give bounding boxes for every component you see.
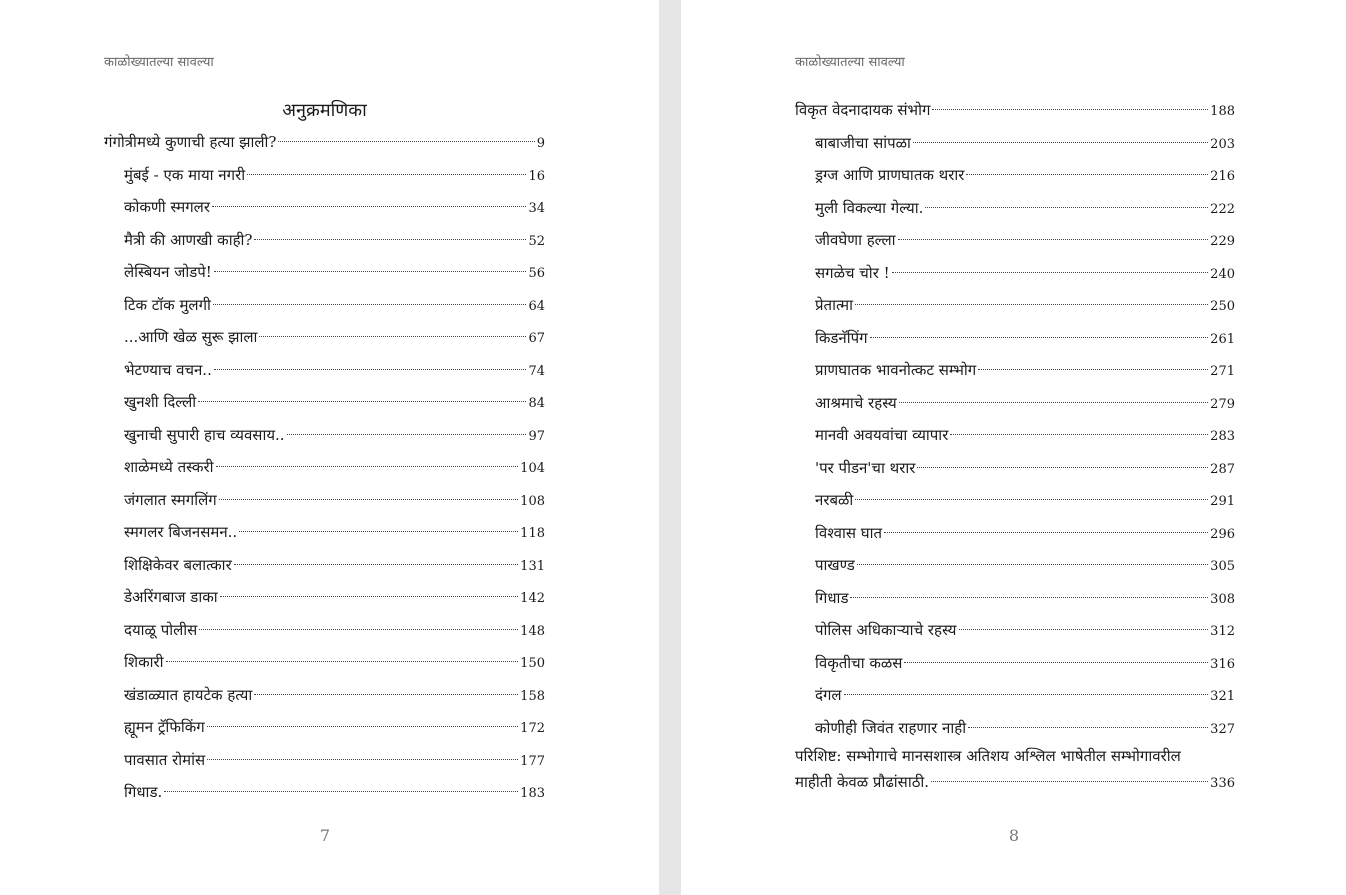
toc-entry-title: शिकारी xyxy=(124,653,164,671)
toc-entry-title: स्मगलर बिजनसमन.. xyxy=(124,523,238,541)
right-page xyxy=(681,0,1346,895)
appendix-title-line1: परिशिष्ट: सम्भोगाचे मानसशास्त्र अतिशय अश्लिल भाषेतील सम्भोगावरील xyxy=(795,747,1181,765)
toc-page-number: 287 xyxy=(1210,461,1235,477)
toc-entry-title: लेस्बियन जोडपे! xyxy=(124,263,212,281)
toc-leader-dots xyxy=(259,336,526,337)
toc-entry-title: खुनशी दिल्ली xyxy=(124,393,197,411)
toc-page-number: 108 xyxy=(520,493,545,509)
toc-entry[interactable] xyxy=(104,614,545,647)
toc-page-number: 240 xyxy=(1210,266,1235,282)
toc-entry[interactable] xyxy=(795,387,1235,420)
toc-leader-dots xyxy=(214,369,527,370)
toc-leader-dots xyxy=(254,239,526,240)
toc-entry-title: मुली विकल्या गेल्या. xyxy=(815,198,924,217)
toc-leader-dots xyxy=(932,109,1208,110)
toc-entry-title: नरबळी xyxy=(815,491,854,509)
toc-entry-title: पाखण्ड xyxy=(815,556,855,574)
toc-leader-dots xyxy=(164,791,518,792)
toc-leader-dots xyxy=(213,304,527,305)
toc-page-number: 104 xyxy=(520,461,545,476)
toc-entry-title: कोकणी स्मगलर xyxy=(124,198,210,216)
toc-entry[interactable] xyxy=(104,679,545,712)
page-number: 8 xyxy=(1008,826,1020,845)
toc-entry[interactable] xyxy=(795,517,1235,550)
toc-list-left xyxy=(104,126,545,809)
toc-page-number: 150 xyxy=(520,656,545,671)
toc-entry-title: गिधाड. xyxy=(124,783,163,801)
toc-entry-appendix[interactable] xyxy=(795,743,1235,797)
toc-page-number: 97 xyxy=(528,428,545,444)
toc-entry-title: आश्रमाचे रहस्य xyxy=(815,393,897,412)
toc-page-number: 74 xyxy=(528,363,545,379)
toc-entry-title: कोणीही जिवंत राहणार नाही xyxy=(815,718,967,737)
toc-entry[interactable] xyxy=(795,582,1235,615)
toc-entry-title: पावसात रोमांस xyxy=(124,750,206,769)
toc-leader-dots xyxy=(931,781,1208,782)
toc-page-number: 321 xyxy=(1210,689,1235,704)
toc-leader-dots xyxy=(917,467,1208,468)
toc-leader-dots xyxy=(166,661,519,662)
page-number: 7 xyxy=(319,826,331,845)
toc-page-number: 64 xyxy=(528,298,545,314)
toc-leader-dots xyxy=(247,174,526,175)
toc-entry-title: दंगल xyxy=(815,686,842,704)
toc-entry[interactable] xyxy=(104,484,545,517)
toc-leader-dots xyxy=(855,499,1208,500)
toc-leader-dots xyxy=(959,629,1209,630)
toc-entry[interactable] xyxy=(795,159,1235,192)
toc-page-number: 183 xyxy=(520,786,545,801)
toc-leader-dots xyxy=(239,531,518,532)
running-header: काळोख्यातल्या सावल्या xyxy=(104,55,214,70)
toc-leader-dots xyxy=(966,174,1208,175)
toc-page-number: 279 xyxy=(1210,396,1235,412)
toc-leader-dots xyxy=(212,206,526,207)
toc-entry[interactable] xyxy=(104,711,545,744)
toc-page-number: 67 xyxy=(528,331,545,346)
toc-page-number: 148 xyxy=(520,623,545,639)
toc-page-number: 158 xyxy=(520,688,545,704)
toc-entry[interactable] xyxy=(104,744,545,777)
toc-leader-dots xyxy=(978,369,1208,370)
toc-page-number: 229 xyxy=(1210,234,1235,249)
appendix-title-line2: माहीती केवळ प्रौढांसाठी. xyxy=(795,773,930,791)
toc-entry[interactable] xyxy=(795,419,1235,452)
toc-entry-title: किडनॅपिंग xyxy=(815,328,868,347)
toc-leader-dots xyxy=(254,694,518,695)
toc-page-number: 203 xyxy=(1210,136,1235,152)
toc-heading: अनुक्रमणिका xyxy=(282,100,367,121)
toc-page-number: 56 xyxy=(528,266,545,281)
toc-entry[interactable] xyxy=(795,289,1235,322)
toc-entry-title: 'पर पीडन'चा थरार xyxy=(815,458,916,477)
toc-entry-title: जीवघेणा हल्ला xyxy=(815,231,896,249)
toc-entry[interactable] xyxy=(104,581,545,614)
toc-entry-title: विकृतीचा कळस xyxy=(815,653,903,672)
toc-entry-title: मुंबई - एक माया नगरी xyxy=(124,165,246,184)
toc-page-number: 216 xyxy=(1210,169,1235,184)
toc-page-number: 9 xyxy=(536,136,545,151)
toc-entry-title: गिधाड xyxy=(815,588,849,607)
toc-entry[interactable] xyxy=(104,646,545,679)
toc-page-number: 312 xyxy=(1210,624,1235,639)
toc-entry[interactable] xyxy=(104,224,545,257)
toc-page-number: 327 xyxy=(1210,721,1235,737)
toc-entry[interactable] xyxy=(795,94,1235,127)
toc-leader-dots xyxy=(898,239,1209,240)
toc-entry-title: मैत्री की आणखी काही? xyxy=(124,230,253,249)
toc-page-number: 283 xyxy=(1210,429,1235,444)
toc-page-number: 271 xyxy=(1210,364,1235,379)
toc-page-number: 131 xyxy=(520,558,545,574)
toc-entry[interactable] xyxy=(795,614,1235,647)
toc-leader-dots xyxy=(870,337,1209,338)
toc-leader-dots xyxy=(968,727,1208,728)
toc-leader-dots xyxy=(884,532,1208,533)
toc-entry-title: दयाळू पोलीस xyxy=(124,620,198,639)
page-gutter xyxy=(659,0,681,895)
toc-entry[interactable] xyxy=(104,419,545,452)
toc-entry[interactable] xyxy=(795,354,1235,387)
toc-page-number: 222 xyxy=(1210,201,1235,217)
toc-entry[interactable] xyxy=(104,549,545,582)
toc-entry-title: टिक टॉक मुलगी xyxy=(124,295,211,314)
toc-leader-dots xyxy=(216,466,519,467)
toc-leader-dots xyxy=(199,629,518,630)
toc-leader-dots xyxy=(913,142,1208,143)
toc-entry-title: भेटण्याच वचन.. xyxy=(124,360,212,379)
toc-entry-title: ड्रग्ज आणि प्राणघातक थरार xyxy=(815,166,965,184)
toc-entry-title: शिक्षिकेवर बलात्कार xyxy=(124,555,232,574)
toc-entry[interactable] xyxy=(795,712,1235,745)
toc-entry[interactable] xyxy=(104,386,545,419)
toc-entry[interactable] xyxy=(795,549,1235,582)
running-header: काळोख्यातल्या सावल्या xyxy=(795,55,905,70)
toc-entry-title: ...आणि खेळ सुरू झाला xyxy=(124,328,258,346)
toc-entry-title: शाळेमध्ये तस्करी xyxy=(124,458,214,476)
toc-entry-title: खंडाळ्यात हायटेक हत्या xyxy=(124,685,253,704)
toc-leader-dots xyxy=(219,499,518,500)
toc-entry-title: ह्यूमन ट्रॅफिकिंग xyxy=(124,718,205,736)
toc-page-number: 118 xyxy=(520,526,545,541)
toc-entry[interactable] xyxy=(104,126,545,159)
toc-page-number: 34 xyxy=(528,201,545,216)
toc-page-number: 261 xyxy=(1210,331,1235,347)
toc-page-number: 305 xyxy=(1210,559,1235,574)
toc-leader-dots xyxy=(220,596,519,597)
toc-leader-dots xyxy=(287,434,527,435)
toc-entry[interactable] xyxy=(104,354,545,387)
left-page xyxy=(0,0,659,895)
toc-entry[interactable] xyxy=(795,452,1235,485)
toc-entry[interactable] xyxy=(104,289,545,322)
toc-page-number: 296 xyxy=(1210,526,1235,542)
toc-entry-title: विश्वास घात xyxy=(815,523,883,542)
toc-leader-dots xyxy=(850,597,1208,598)
toc-entry[interactable] xyxy=(104,776,545,809)
toc-entry[interactable] xyxy=(795,647,1235,680)
toc-leader-dots xyxy=(857,564,1208,565)
toc-entry-title: खुनाची सुपारी हाच व्यवसाय.. xyxy=(124,425,285,444)
toc-page-number: 188 xyxy=(1210,104,1235,119)
toc-page-number: 172 xyxy=(520,721,545,736)
toc-leader-dots xyxy=(844,694,1209,695)
toc-page-number: 308 xyxy=(1210,591,1235,607)
toc-entry-title: सगळेच चोर ! xyxy=(815,263,890,282)
toc-leader-dots xyxy=(278,141,534,142)
toc-leader-dots xyxy=(234,564,518,565)
toc-leader-dots xyxy=(904,662,1208,663)
toc-leader-dots xyxy=(207,726,518,727)
toc-entry[interactable] xyxy=(795,484,1235,517)
toc-entry-title: पोलिस अधिकाऱ्याचे रहस्य xyxy=(815,621,957,639)
toc-leader-dots xyxy=(950,434,1208,435)
toc-page-number: 84 xyxy=(528,396,545,411)
toc-entry[interactable] xyxy=(104,451,545,484)
toc-entry-title: गंगोत्रीमध्ये कुणाची हत्या झाली? xyxy=(104,133,277,151)
toc-page-number: 316 xyxy=(1210,656,1235,672)
toc-entry[interactable] xyxy=(795,192,1235,225)
toc-entry[interactable] xyxy=(104,516,545,549)
toc-entry[interactable] xyxy=(104,321,545,354)
toc-entry-title: डेअरिंगबाज डाका xyxy=(124,588,218,606)
toc-list-right xyxy=(795,94,1235,744)
toc-entry-title: प्रेतात्मा xyxy=(815,296,854,314)
toc-page-number: 250 xyxy=(1210,299,1235,314)
toc-leader-dots xyxy=(892,272,1209,273)
toc-page-number: 52 xyxy=(528,233,545,249)
toc-page-number: 291 xyxy=(1210,494,1235,509)
toc-entry[interactable] xyxy=(104,191,545,224)
toc-entry-title: जंगलात स्मगलिंग xyxy=(124,490,217,509)
toc-entry[interactable] xyxy=(795,322,1235,355)
toc-leader-dots xyxy=(207,759,518,760)
toc-entry[interactable] xyxy=(795,127,1235,160)
toc-entry[interactable] xyxy=(795,224,1235,257)
toc-leader-dots xyxy=(214,271,527,272)
toc-entry-title: मानवी अवयवांचा व्यापार xyxy=(815,426,949,444)
toc-page-number: 16 xyxy=(528,168,545,184)
toc-page-number: 142 xyxy=(520,591,545,606)
toc-leader-dots xyxy=(899,402,1208,403)
toc-entry[interactable] xyxy=(795,257,1235,290)
toc-entry[interactable] xyxy=(795,679,1235,712)
toc-entry-title: बाबाजीचा सांपळा xyxy=(815,133,911,152)
toc-leader-dots xyxy=(925,207,1208,208)
toc-entry-title: प्राणघातक भावनोत्कट सम्भोग xyxy=(815,361,977,379)
toc-entry[interactable] xyxy=(104,159,545,192)
toc-leader-dots xyxy=(198,401,526,402)
toc-page-number: 177 xyxy=(520,753,545,769)
toc-entry[interactable] xyxy=(104,256,545,289)
toc-page-number: 336 xyxy=(1210,776,1235,791)
toc-leader-dots xyxy=(855,304,1208,305)
toc-entry-title: विकृत वेदनादायक संभोग xyxy=(795,101,931,119)
